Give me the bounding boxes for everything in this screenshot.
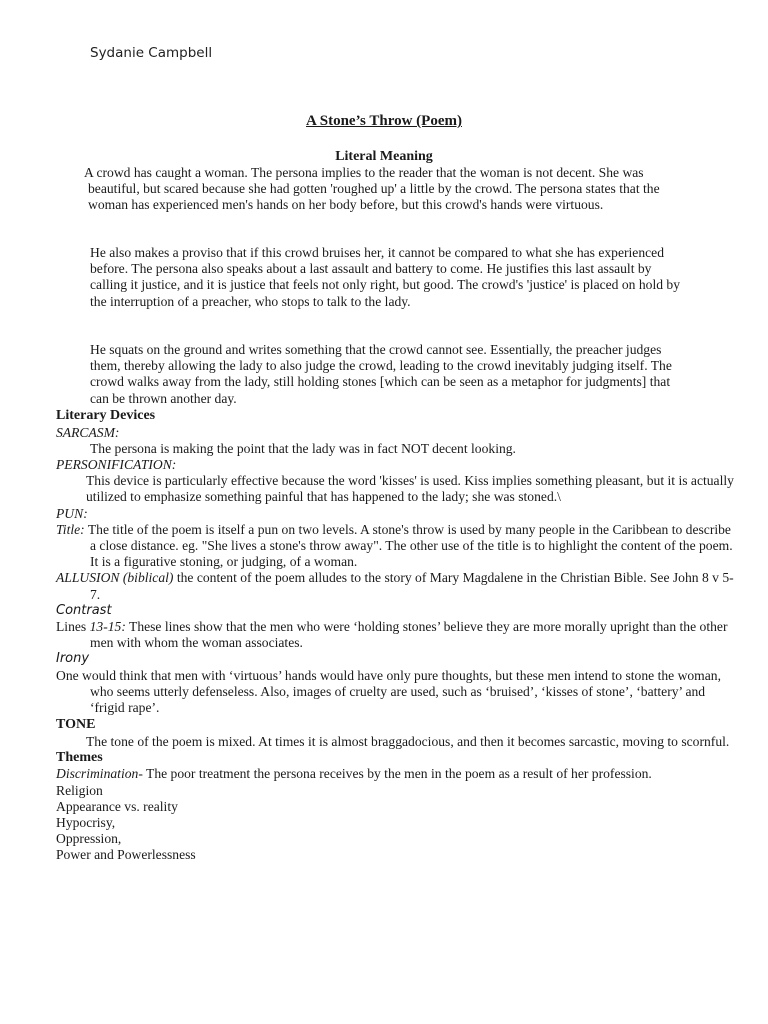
pun-text: The title of the poem is itself a pun on two levels. A stone's throw is used by many people in the Caribbean to describe a close distance. eg. "She lives a stone's throw away". The other use of the title is to highlight the content of the poem. It is a figurative stoning, or judging, of a woman. [84,521,733,570]
themes-heading: Themes [56,749,103,765]
discrimination-entry [56,766,736,782]
tone-heading: TONE [56,717,96,733]
literal-meaning-paragraph-1: A crowd has caught a woman. The persona implies to the reader that the woman is not decent. She was beautiful, but scared because she had gotten 'roughed up' a little by the crowd. The persona states that the woman has experienced men's hands on her body before, but this crowd's hands were virtuous. [84,165,660,213]
sarcasm-label: SARCASM: [56,424,120,440]
contrast-lines-prefix: Lines [56,618,90,634]
personification-text: This device is particularly effective because the word 'kisses' is used. Kiss implies something pleasant, but it is actually utilized to emphasize something painful that has happened to the lady; she was stoned.\ [86,473,734,505]
irony-text: One would think that men with ‘virtuous’ hands would have only pure thoughts, but these men intend to stone the woman, who seems utterly defenseless. Also, images of cruelty are used, such as ‘bruised’, ‘kisses of stone’, ‘battery’ and ‘frigid rape’. [56,667,721,715]
personification-label: PERSONIFICATION: [56,456,177,472]
theme-item: Religion [56,782,103,798]
contrast-lines-ref: 13-15: [89,618,126,634]
literal-meaning-paragraph-3: He squats on the ground and writes something that the crowd cannot see. Essentially, the preacher judges them, thereby allowing the lady to also judge the crowd, leading to the crowd inevitably judging itself. The crowd walks away from the lady, still holding stones [which can be seen as a metaphor for judgments] that can be thrown another day. [90,342,672,406]
sarcasm-text: The persona is making the point that the lady was in fact NOT decent looking. [90,440,516,456]
irony-label: Irony [56,651,90,667]
discrimination-text: The poor treatment the persona receives by the men in the poem as a result of her profession. [142,766,652,782]
contrast-text: These lines show that the men who were ‘holding stones’ believe they are more morally upright than the other men with whom the woman associates. [90,618,728,651]
pun-title-label: Title: [56,521,85,537]
discrimination-label: Discrimination- [56,766,143,782]
pun-label: PUN: [56,505,88,521]
theme-item: Appearance vs. reality [56,798,178,814]
theme-item: Hypocrisy, [56,814,116,830]
contrast-label: Contrast [56,602,112,618]
contrast-entry [56,619,736,651]
allusion-text: the content of the poem alludes to the story of Mary Magdalene in the Christian Bible. See John 8 v 5-7. [90,570,734,602]
tone-text: The tone of the poem is mixed. At times it is almost braggadocious, and then it becomes sarcastic, moving to scornful. [86,733,730,749]
allusion-label: ALLUSION (biblical) [56,570,174,586]
allusion-entry [56,570,736,602]
theme-item: Oppression, [56,831,122,847]
literal-meaning-heading: Literal Meaning [335,149,433,164]
literary-devices-section [56,408,736,864]
pun-entry [56,522,736,571]
literary-devices-heading: Literary Devices [56,408,156,423]
literal-meaning-paragraph-2: He also makes a proviso that if this crowd bruises her, it cannot be compared to what she has experienced before. The persona also speaks about a last assault and battery to come. He justifies this last assault by calling it justice, and it is justice that feels not only right, but good. The crowd's 'justice' is placed on hold by the interruption of a preacher, who stops to talk to the lady. [90,245,681,309]
author-name: Sydanie Campbell [90,45,213,61]
document-title: A Stone’s Throw (Poem) [306,113,462,129]
theme-item: Power and Powerlessness [56,847,196,863]
